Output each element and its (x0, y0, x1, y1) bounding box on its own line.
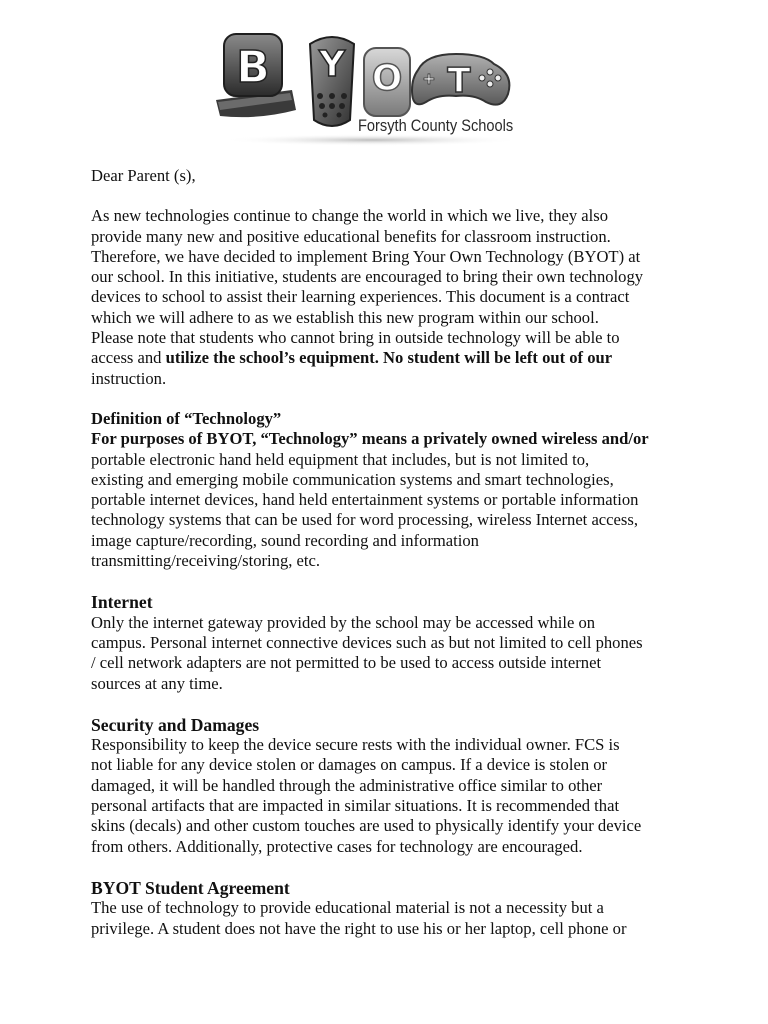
intro-line: which we will adhere to as we establish this new program within our school. (91, 307, 599, 327)
intro-line-mixed (91, 348, 691, 368)
agreement-section (91, 878, 691, 939)
definition-line: transmitting/receiving/storing, etc. (91, 551, 321, 571)
internet-line: sources at any time. (91, 673, 223, 693)
intro-line-plain: access and (91, 348, 166, 368)
logo-letter-y: Y (318, 44, 346, 85)
definition-line: existing and emerging mobile communication systems and smart technologies, (91, 469, 614, 489)
internet-section (91, 592, 691, 693)
logo-letter-t: T (447, 61, 471, 101)
intro-line: our school. In this initiative, students are encouraged to bring their own technology (91, 267, 644, 287)
intro-line: Therefore, we have decided to implement Bring Your Own Technology (BYOT) at (91, 246, 641, 266)
definition-line: portable electronic hand held equipment that includes, but is not limited to, (91, 449, 590, 469)
internet-heading: Internet (91, 592, 153, 613)
security-line: from others. Additionally, protective cases for technology are encouraged. (91, 836, 583, 856)
agreement-line: privilege. A student does not have the right to use his or her laptop, cell phone or (91, 918, 627, 938)
agreement-heading: BYOT Student Agreement (91, 877, 290, 898)
security-heading: Security and Damages (91, 714, 260, 735)
security-section (91, 715, 691, 857)
security-line: personal artifacts that are impacted in similar situations. It is recommended that (91, 796, 620, 816)
definition-heading: Definition of “Technology” (91, 408, 282, 428)
definition-section (91, 409, 691, 571)
internet-line: Only the internet gateway provided by the school may be accessed while on (91, 612, 596, 632)
logo-phone-y (310, 37, 354, 126)
logo-plus-sign: + (422, 69, 436, 88)
logo-letter-b: B (236, 42, 270, 93)
internet-line: campus. Personal internet connective devices such as but not limited to cell phones (91, 632, 643, 652)
intro-line: devices to school to assist their learning experiences. This document is a contract (91, 287, 630, 307)
intro-paragraph (91, 206, 691, 389)
intro-line: Please note that students who cannot bring in outside technology will be able to (91, 328, 620, 348)
intro-line: instruction. (91, 368, 167, 388)
letter-body (91, 166, 691, 939)
definition-bold-line: For purposes of BYOT, “Technology” means a privately owned wireless and/or (91, 429, 649, 449)
logo-laptop-b (216, 34, 296, 117)
internet-line: / cell network adapters are not permitted to be used to access outside internet (91, 653, 602, 673)
definition-line: image capture/recording, sound recording and information (91, 530, 479, 550)
definition-line: technology systems that can be used for word processing, wireless Internet access, (91, 510, 638, 530)
definition-line: portable internet devices, hand held entertainment systems or portable information (91, 490, 639, 510)
security-line: skins (decals) and other custom touches are used to physically identify your device (91, 816, 642, 836)
security-line: Responsibility to keep the device secure rests with the individual owner. FCS is (91, 735, 620, 755)
byot-logo (212, 24, 532, 148)
logo-player-o (364, 48, 410, 116)
logo-letter-o: O (371, 58, 403, 99)
security-line: damaged, it will be handled through the administrative office similar to other (91, 775, 603, 795)
intro-line: As new technologies continue to change the world in which we live, they also (91, 206, 609, 226)
security-line: not liable for any device stolen or damages on campus. If a device is stolen or (91, 755, 608, 775)
logo-org-name: Forsyth County Schools (358, 116, 514, 135)
intro-line-bold: utilize the school’s equipment. No student will be left out of our (165, 348, 613, 368)
salutation: Dear Parent (s), (91, 166, 196, 185)
logo-controller-t (412, 54, 509, 105)
intro-line: provide many new and positive educational benefits for classroom instruction. (91, 226, 611, 246)
agreement-line: The use of technology to provide educational material is not a necessity but a (91, 898, 604, 918)
